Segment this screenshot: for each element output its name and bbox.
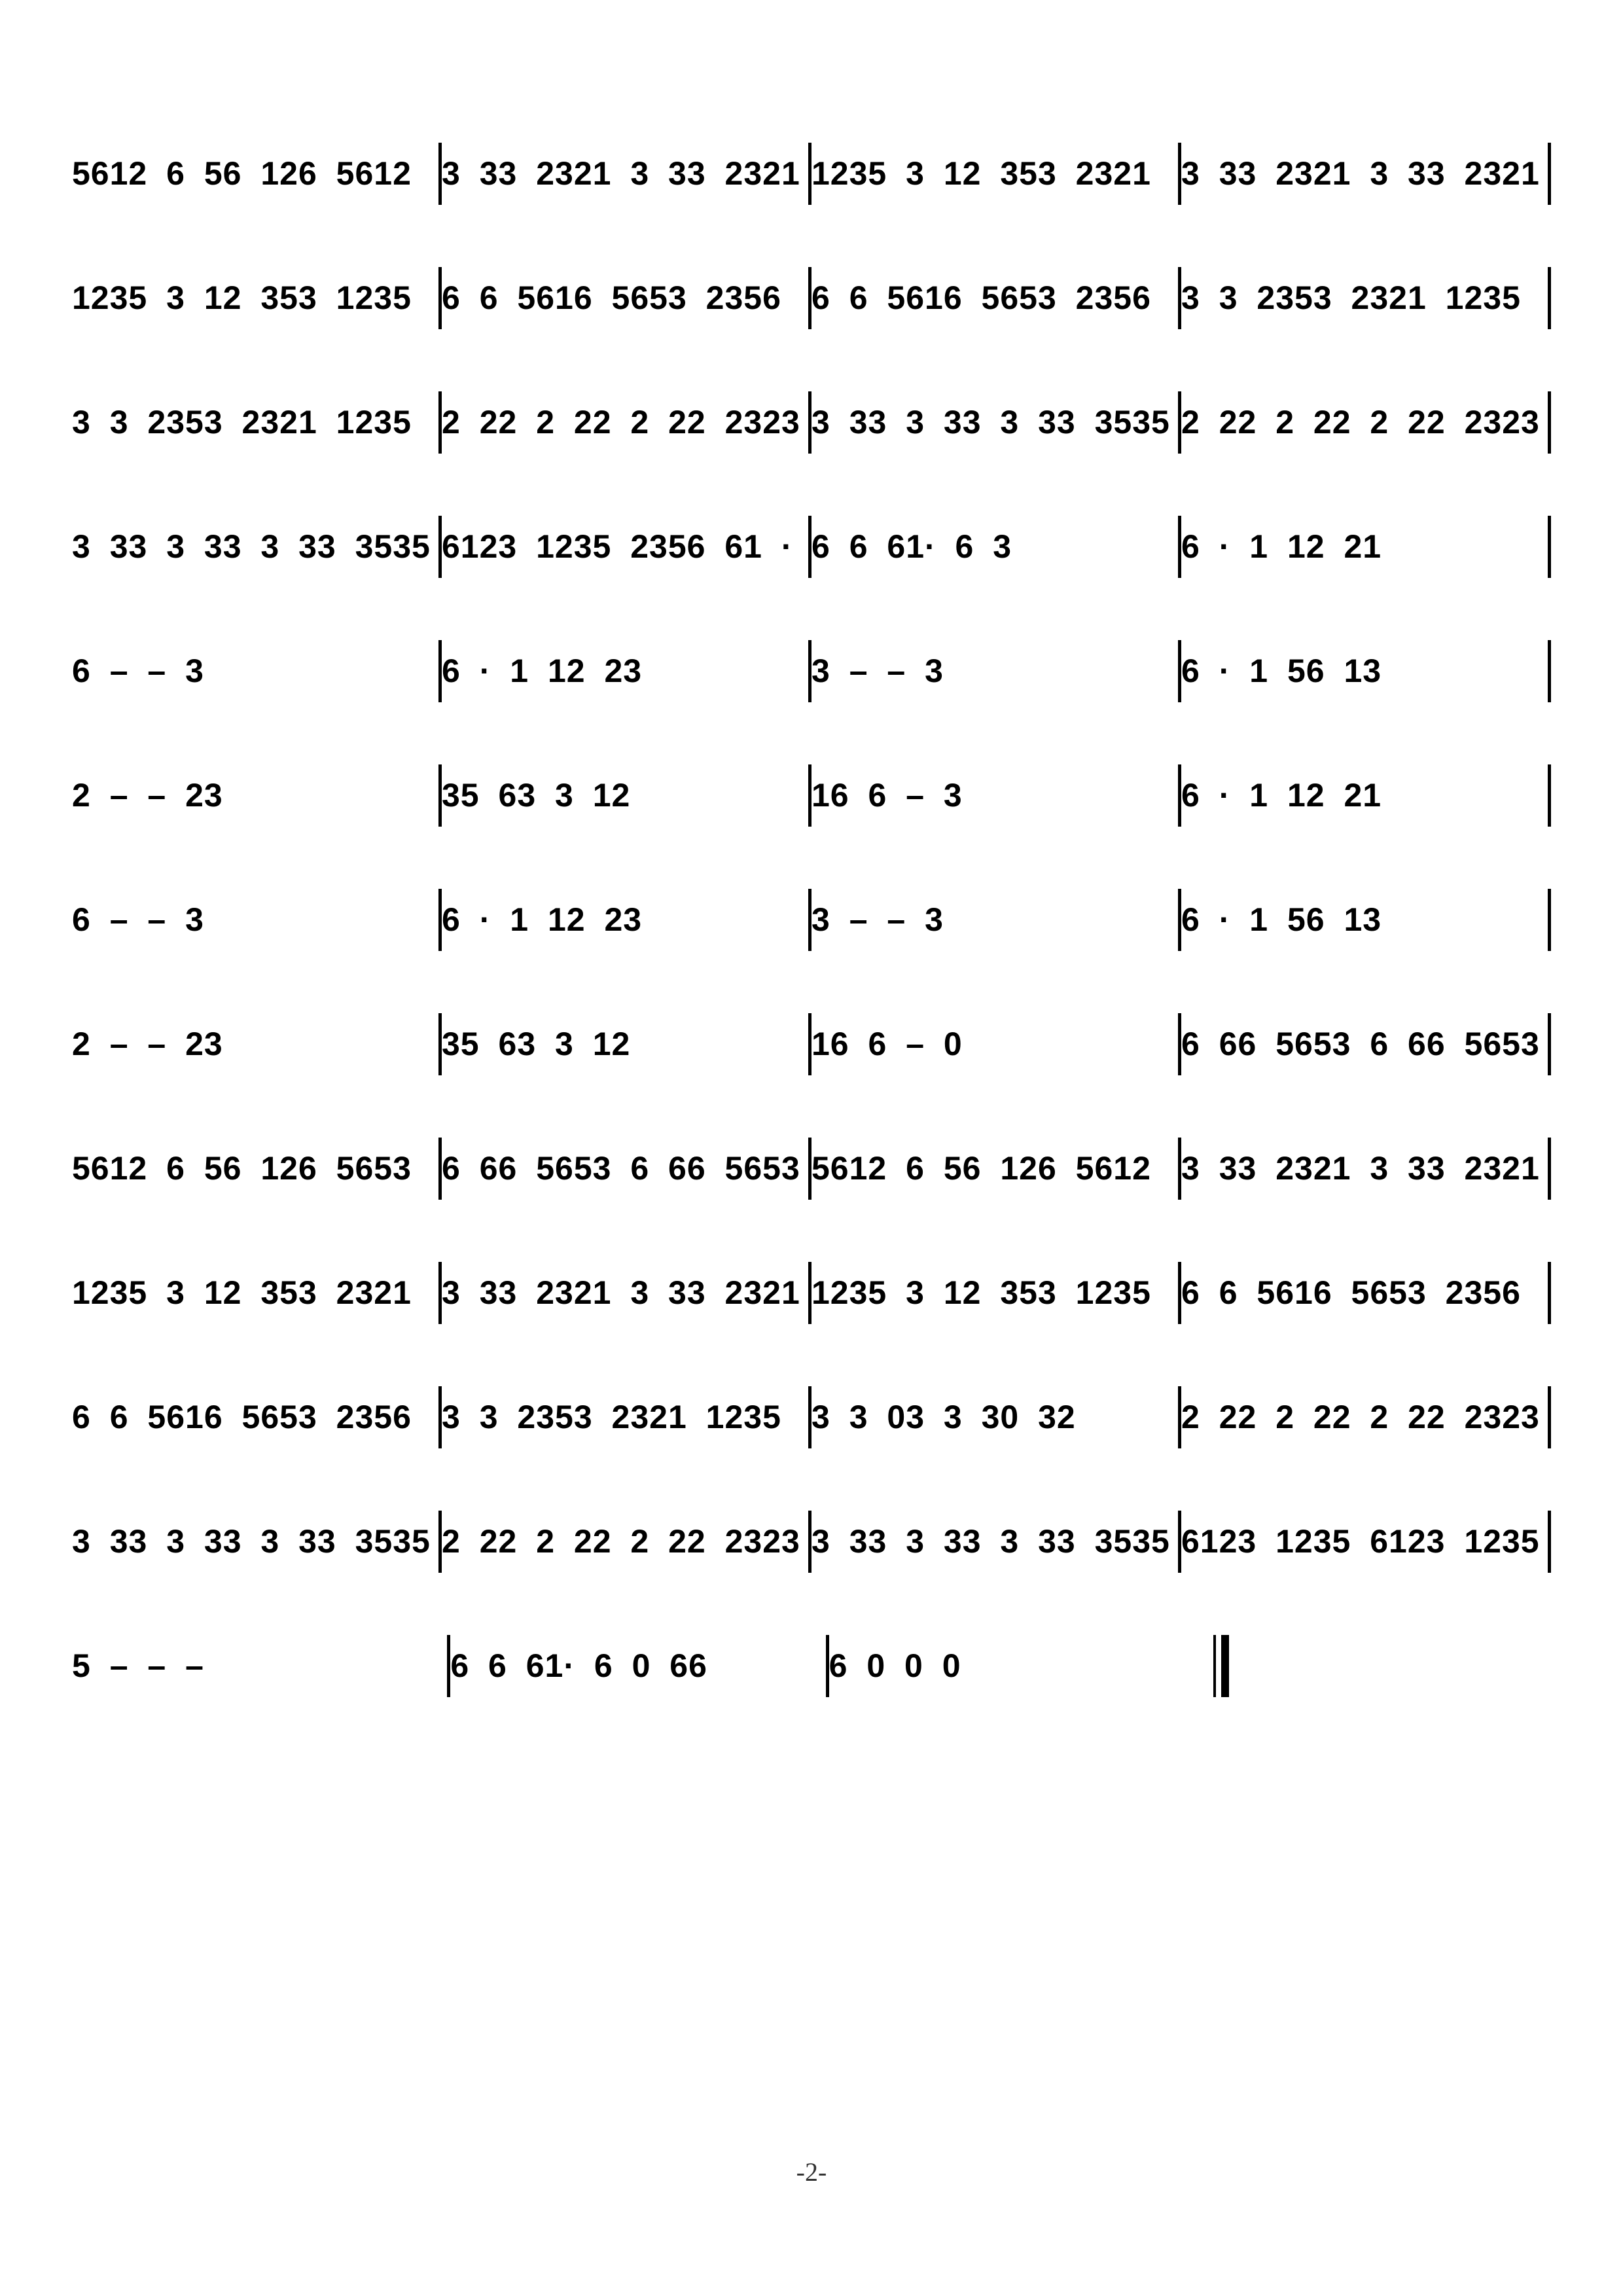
measure-notes: 5612 6 56 126 5612 <box>812 1150 1151 1187</box>
measure <box>72 1626 443 1705</box>
score-line-5 <box>72 632 1551 710</box>
measure <box>1181 1253 1544 1332</box>
measure-notes: 6 · 1 12 21 <box>1181 777 1382 814</box>
measure-notes: 6 · 1 56 13 <box>1181 901 1382 938</box>
measure-notes: 3 33 3 33 3 33 3535 <box>812 404 1170 440</box>
final-barline <box>1213 1635 1224 1697</box>
measure <box>72 134 435 213</box>
score-line-10 <box>72 1253 1551 1332</box>
measure <box>72 880 435 959</box>
measure-notes: 6 · 1 12 21 <box>1181 528 1382 565</box>
barline <box>1548 1262 1551 1324</box>
measure <box>442 1502 804 1581</box>
barline <box>1548 1386 1551 1448</box>
score-line-3 <box>72 383 1551 461</box>
barline <box>1548 391 1551 454</box>
measure <box>812 880 1174 959</box>
measure-notes: 6 6 5616 5653 2356 <box>72 1399 412 1435</box>
measure-notes: 3 – – 3 <box>812 901 944 938</box>
barline <box>1548 267 1551 329</box>
measure-notes: 3 – – 3 <box>812 653 944 689</box>
measure <box>1181 507 1544 586</box>
measure-notes: 6 6 61· 6 0 66 <box>450 1647 707 1684</box>
measure-notes: 6123 1235 6123 1235 <box>1181 1523 1540 1560</box>
measure-notes: 3 33 2321 3 33 2321 <box>442 1274 800 1311</box>
measure <box>812 1378 1174 1456</box>
barline <box>1548 640 1551 702</box>
measure-notes: 3 3 2353 2321 1235 <box>1181 279 1521 316</box>
page-number: -2- <box>796 2157 827 2187</box>
measure-notes: 6 6 5616 5653 2356 <box>442 279 781 316</box>
measure <box>1181 632 1544 710</box>
score-line-7 <box>72 880 1551 959</box>
measure <box>1181 756 1544 834</box>
measure <box>442 507 804 586</box>
measure <box>72 1253 435 1332</box>
score-line-9 <box>72 1129 1551 1208</box>
measure-notes: 35 63 3 12 <box>442 1026 631 1062</box>
measure-notes: 6 · 1 12 23 <box>442 653 643 689</box>
measure-notes: 2 – – 23 <box>72 1026 223 1062</box>
barline <box>1548 1138 1551 1200</box>
measure <box>442 259 804 337</box>
measure-notes: 5612 6 56 126 5653 <box>72 1150 412 1187</box>
measure <box>450 1626 821 1705</box>
measure-notes: 3 33 3 33 3 33 3535 <box>812 1523 1170 1560</box>
measure-notes: 3 33 3 33 3 33 3535 <box>72 528 431 565</box>
measure <box>72 756 435 834</box>
measure <box>812 134 1174 213</box>
measure-notes: 6 · 1 56 13 <box>1181 653 1382 689</box>
measure-notes: 35 63 3 12 <box>442 777 631 814</box>
measure <box>1181 1005 1544 1083</box>
score-line-11 <box>72 1378 1551 1456</box>
measure <box>442 1005 804 1083</box>
measure-notes: 6 6 5616 5653 2356 <box>1181 1274 1521 1311</box>
measure <box>442 632 804 710</box>
measure-notes: 3 33 2321 3 33 2321 <box>1181 1150 1540 1187</box>
score-line-6 <box>72 756 1551 834</box>
measure <box>1181 880 1544 959</box>
measure-notes: 2 22 2 22 2 22 2323 <box>1181 1399 1540 1435</box>
measure-notes: 16 6 – 0 <box>812 1026 963 1062</box>
measure <box>72 632 435 710</box>
measure-notes: 6123 1235 2356 61 · <box>442 528 793 565</box>
measure-notes: 6 0 0 0 <box>829 1647 961 1684</box>
measure <box>72 1005 435 1083</box>
measure <box>812 632 1174 710</box>
barline <box>1548 516 1551 578</box>
measure <box>442 1253 804 1332</box>
measure-notes: 6 · 1 12 23 <box>442 901 643 938</box>
barline <box>1548 143 1551 205</box>
measure <box>72 383 435 461</box>
measure <box>442 134 804 213</box>
measure <box>812 383 1174 461</box>
measure-notes: 3 33 3 33 3 33 3535 <box>72 1523 431 1560</box>
barline <box>1548 889 1551 951</box>
measure-notes: 6 66 5653 6 66 5653 <box>442 1150 800 1187</box>
measure <box>72 1129 435 1208</box>
measure-notes: 2 22 2 22 2 22 2323 <box>442 1523 800 1560</box>
measure <box>812 1005 1174 1083</box>
measure-notes: 3 33 2321 3 33 2321 <box>442 155 800 192</box>
measure-notes: 2 – – 23 <box>72 777 223 814</box>
measure <box>442 1129 804 1208</box>
measure-notes: 6 6 5616 5653 2356 <box>812 279 1151 316</box>
measure-notes: 5 – – – <box>72 1647 204 1684</box>
measure-notes: 2 22 2 22 2 22 2323 <box>1181 404 1540 440</box>
measure <box>72 507 435 586</box>
measure <box>1181 259 1544 337</box>
measure <box>442 1378 804 1456</box>
measure-notes: 16 6 – 3 <box>812 777 963 814</box>
measure-notes: 6 6 61· 6 3 <box>812 528 1012 565</box>
measure-notes: 1235 3 12 353 1235 <box>812 1274 1151 1311</box>
measure <box>72 259 435 337</box>
measure <box>812 1502 1174 1581</box>
measure <box>442 880 804 959</box>
measure <box>812 1129 1174 1208</box>
measure <box>1181 383 1544 461</box>
measure-notes: 1235 3 12 353 2321 <box>72 1274 412 1311</box>
measure <box>442 383 804 461</box>
measure <box>72 1378 435 1456</box>
measure-notes: 3 3 03 3 30 32 <box>812 1399 1076 1435</box>
measure-notes: 2 22 2 22 2 22 2323 <box>442 404 800 440</box>
measure <box>812 756 1174 834</box>
measure <box>1181 134 1544 213</box>
score-line-4 <box>72 507 1551 586</box>
score-line-13 <box>72 1626 1224 1705</box>
measure-notes: 6 – – 3 <box>72 653 204 689</box>
measure-notes: 3 3 2353 2321 1235 <box>442 1399 781 1435</box>
measure <box>1181 1502 1544 1581</box>
measure <box>812 259 1174 337</box>
score-line-12 <box>72 1502 1551 1581</box>
measure-notes: 3 3 2353 2321 1235 <box>72 404 412 440</box>
measure <box>1181 1129 1544 1208</box>
score-line-2 <box>72 259 1551 337</box>
barline <box>1548 1511 1551 1573</box>
measure <box>72 1502 435 1581</box>
measure-notes: 1235 3 12 353 1235 <box>72 279 412 316</box>
measure-notes: 5612 6 56 126 5612 <box>72 155 412 192</box>
barline <box>1548 1013 1551 1075</box>
measure <box>1181 1378 1544 1456</box>
measure <box>829 1626 1200 1705</box>
measure-notes: 1235 3 12 353 2321 <box>812 155 1151 192</box>
measure-notes: 6 66 5653 6 66 5653 <box>1181 1026 1540 1062</box>
measure <box>442 756 804 834</box>
measure-notes: 3 33 2321 3 33 2321 <box>1181 155 1540 192</box>
barline <box>1548 764 1551 827</box>
score-line-8 <box>72 1005 1551 1083</box>
score-line-1 <box>72 134 1551 213</box>
measure <box>812 1253 1174 1332</box>
measure <box>812 507 1174 586</box>
measure-notes: 6 – – 3 <box>72 901 204 938</box>
